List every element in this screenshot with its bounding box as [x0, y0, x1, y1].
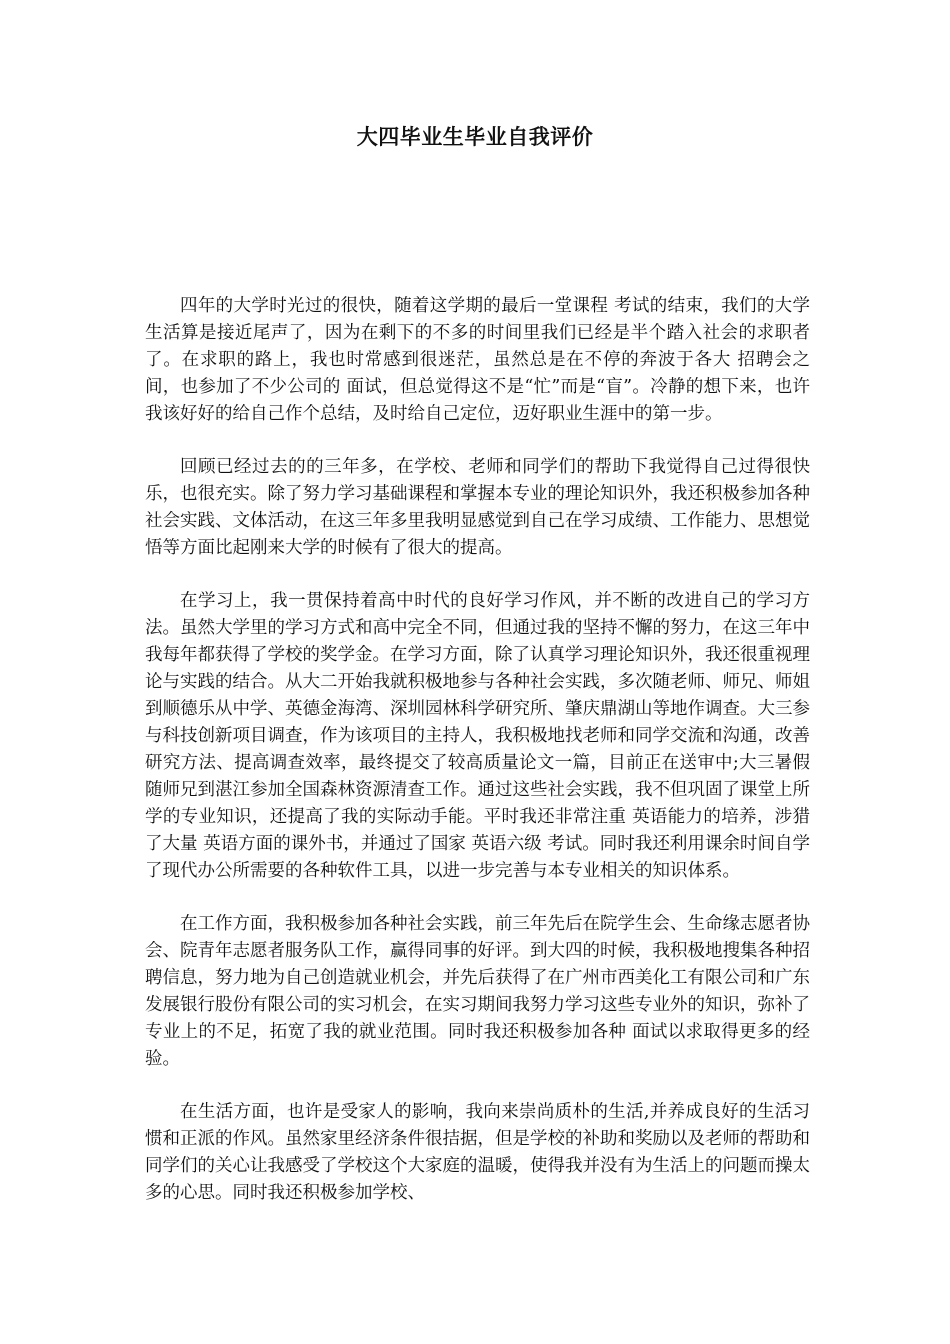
paragraph-life: 在生活方面，也许是受家人的影响，我向来崇尚质朴的生活,并养成良好的生活习惯和正派的作风。虽然家里经济条件很拮据，但是学校的补助和奖励以及老师的帮助和同学们的关心让我感受了学校这个大家庭的温暖，使得我并没有为生活上的问题而操太多的心思。同时我还积极参加学校、 [145, 1102, 810, 1203]
document-body [145, 293, 810, 1233]
paragraph-work: 在工作方面，我积极参加各种社会实践，前三年先后在院学生会、生命缘志愿者协会、院青年志愿者服务队工作，赢得同事的好评。到大四的时候，我积极地搜集各种招聘信息，努力地为自己创造就业机会，并先后获得了在广州市西美化工有限公司和广东发展银行股份有限公司的实习机会，在实习期间我努力学习这些专业外的知识，弥补了专业上的不足，拓宽了我的就业范围。同时我还积极参加各种 面试以求取得更多的经验。 [145, 914, 810, 1069]
document-title: 大四毕业生毕业自我评价 [356, 125, 594, 149]
paragraph-review: 回顾已经过去的的三年多，在学校、老师和同学们的帮助下我觉得自己过得很快乐，也很充实。除了努力学习基础课程和掌握本专业的理论知识外，我还积极参加各种社会实践、文体活动，在这三年多里我明显感觉到自己在学习成绩、工作能力、思想觉悟等方面比起刚来大学的时候有了很大的提高。 [145, 457, 810, 558]
paragraph-study: 在学习上，我一贯保持着高中时代的良好学习作风，并不断的改进自己的学习方法。虽然大学里的学习方式和高中完全不同，但通过我的坚持不懈的努力，在这三年中我每年都获得了学校的奖学金。在学习方面，除了认真学习理论知识外，我还很重视理论与实践的结合。从大二开始我就积极地参与各种社会实践，多次随老师、师兄、师姐到顺德乐从中学、英德金海湾、深圳园林科学研究所、肇庆鼎湖山等地作调查。大三参与科技创新项目调查，作为该项目的主持人，我积极地找老师和同学交流和沟通，改善研究方法、提高调查效率，最终提交了较高质量论文一篇，目前正在送审中;大三暑假随师兄到湛江参加全国森林资源清查工作。通过这些社会实践，我不但巩固了课堂上所学的专业知识，还提高了我的实际动手能。平时我还非常注重 英语能力的培养，涉猎了大量 英语方面的课外书，并通过了国家 英语六级 考试。同时我还利用课余时间自学了现代办公所需要的各种软件工具，以进一步完善与本专业相关的知识体系。 [145, 591, 810, 881]
paragraph-intro: 四年的大学时光过的很快，随着这学期的最后一堂课程 考试的结束，我们的大学生活算是接近尾声了，因为在剩下的不多的时间里我们已经是半个踏入社会的求职者了。在求职的路上，我也时常感到很迷茫，虽然总是在不停的奔波于各大 招聘会之间，也参加了不少公司的 面试，但总觉得这不是“忙”而是“盲”。冷静的想下来，也许我该好好的给自己作个总结，及时给自己定位，迈好职业生涯中的第一步。 [145, 296, 810, 424]
